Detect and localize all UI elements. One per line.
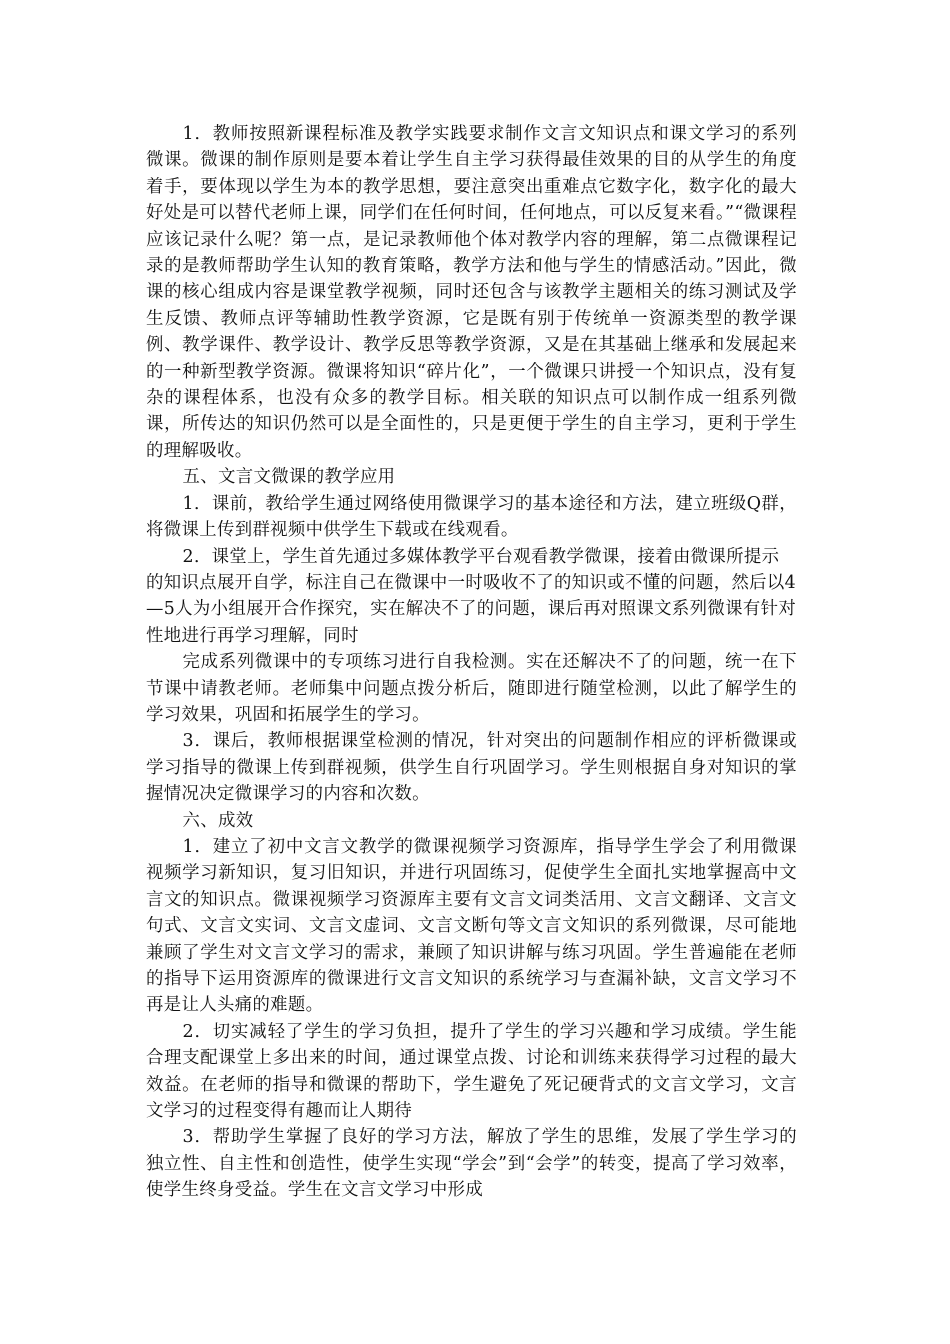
paragraph-result-reduced-burden: 2．切实减轻了学生的学习负担，提升了学生的学习兴趣和学习成绩。学生能合理支配课堂上多出来的时间，通过课堂点拨、讨论和训练来获得学习过程的最大效益。在老师的指导和微课的帮助下，学生避免了死记硬背式的文言文学习，文言文学习的过程变得有趣而让人期待 (146, 1021, 797, 1122)
section-heading-teaching-application: 五、文言文微课的教学应用 (182, 467, 396, 488)
document-body (146, 121, 797, 1204)
paragraph-before-class: 1．课前，教给学生通过网络使用微课学习的基本途径和方法，建立班级Q群，将微课上传到群视频中供学生下载或在线观看。 (146, 493, 797, 541)
section-heading-results: 六、成效 (182, 810, 254, 831)
paragraph-result-learning-methods: 3．帮助学生掌握了良好的学习方法，解放了学生的思维，发展了学生学习的独立性、自主性和创造性，使学生实现“学会”到“会学”的转变，提高了学习效率，使学生终身受益。学生在文言文学习中形成 (146, 1127, 797, 1201)
paragraph-in-class: 2．课堂上，学生首先通过多媒体教学平台观看教学微课，接着由微课所提示的知识点展开自学，标注自己在微课中一时吸收不了的知识或不懂的问题，然后以4—5人为小组展开合作探究，实在解决不了的问题，课后再对照课文系列微课有针对性地进行再学习理解，同时 (146, 546, 797, 646)
paragraph-result-resource-library: 1．建立了初中文言文教学的微课视频学习资源库，指导学生学会了利用微课视频学习新知识，复习旧知识，并进行巩固练习，促使学生全面扎实地掌握高中文言文的知识点。微课视频学习资源库主要有文言文词类活用、文言文翻译、文言文句式、文言文实词、文言文虚词、文言文断句等文言文知识的系列微课，尽可能地兼顾了学生对文言文学习的需求，兼顾了知识讲解与练习巩固。学生普遍能在老师的指导下运用资源库的微课进行文言文知识的系统学习与查漏补缺，文言文学习不再是让人头痛的难题。 (146, 836, 797, 1016)
paragraph-in-class-continued: 完成系列微课中的专项练习进行自我检测。实在还解决不了的问题，统一在下节课中请教老师。老师集中问题点拨分析后，随即进行随堂检测，以此了解学生的学习效果，巩固和拓展学生的学习。 (146, 652, 797, 725)
paragraph-microcourse-production: 1．教师按照新课程标准及教学实践要求制作文言文知识点和课文学习的系列微课。微课的制作原则是要本着让学生自主学习获得最佳效果的目的从学生的角度着手，要体现以学生为本的教学思想，要注意突出重难点它数字化，数字化的最大好处是可以替代老师上课，同学们在任何时间，任何地点，可以反复来看。”“微课程应该记录什么呢？第一点，是记录教师他个体对教学内容的理解，第二点微课程记录的是教师帮助学生认知的教育策略，教学方法和他与学生的情感活动。”因此，微课的核心组成内容是课堂教学视频，同时还包含与该教学主题相关的练习测试及学生反馈、教师点评等辅助性教学资源，它是既有别于传统单一资源类型的教学课例、教学课件、教学设计、教学反思等教学资源，又是在其基础上继承和发展起来的一种新型教学资源。微课将知识“碎片化”，一个微课只讲授一个知识点，没有复杂的课程体系，也没有众多的教学目标。相关联的知识点可以制作成一组系列微课，所传达的知识仍然可以是全面性的，只是更便于学生的自主学习，更利于学生的理解吸收。 (146, 124, 797, 461)
paragraph-after-class: 3．课后，教师根据课堂检测的情况，针对突出的问题制作相应的评析微课或学习指导的微课上传到群视频，供学生自行巩固学习。学生则根据自身对知识的掌握情况决定微课学习的内容和次数。 (146, 731, 797, 805)
